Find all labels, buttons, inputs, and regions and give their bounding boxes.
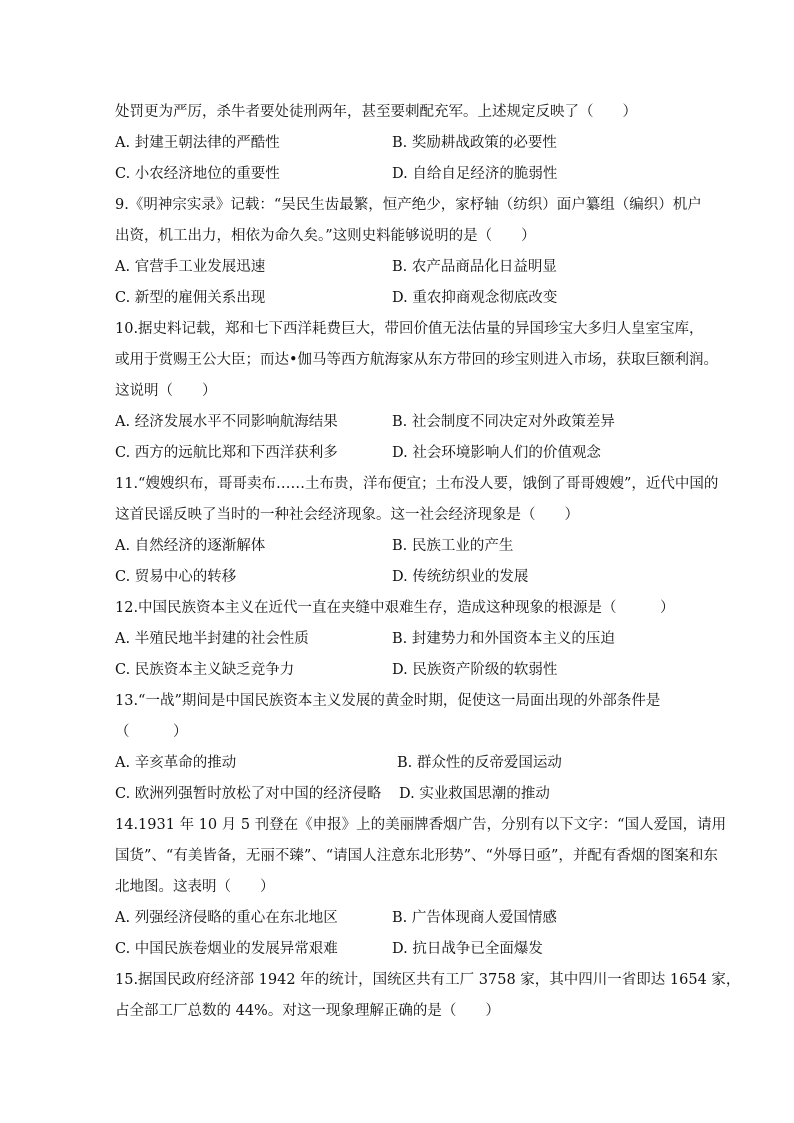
- option-b[interactable]: B. 封建势力和外国资本主义的压迫: [392, 631, 615, 647]
- question-14-stem-line-2: 国货”、“有美皆备，无丽不臻”、“请国人注意东北形势”、“外辱日亟”，并配有香烟的图案和东: [115, 848, 718, 864]
- option-c[interactable]: C. 小农经济地位的重要性: [115, 166, 280, 182]
- question-11-options-row-1: [115, 531, 685, 562]
- question-8-stem-tail: 处罚更为严厉，杀牛者要处徒刑两年，甚至要刺配充军。上述规定反映了（ ）: [115, 104, 637, 120]
- question-10-stem-line-2: 或用于赏赐王公大臣；而达•伽马等西方航海家从东方带回的珍宝则进入市场，获取巨额利润。: [115, 352, 719, 368]
- option-a[interactable]: A. 官营手工业发展迅速: [115, 259, 266, 275]
- option-a[interactable]: A. 半殖民地半封建的社会性质: [115, 631, 309, 647]
- question-12-options-row-2: [115, 655, 685, 686]
- question-13-stem-line-2: （ ）: [115, 724, 188, 740]
- question-9-stem-line-2: 出资，机工出力，相依为命久矣。”这则史料能够说明的是（ ）: [115, 228, 536, 244]
- question-9-stem-line-1: 9.《明神宗实录》记载：“吴民生齿最繁，恒产绝少，家杼轴（纺织）面户纂组（编织）机户: [115, 197, 702, 213]
- option-a[interactable]: A. 辛亥革命的推动: [115, 755, 237, 771]
- option-a[interactable]: A. 封建王朝法律的严酷性: [115, 135, 280, 151]
- question-9-options-row-2: [115, 283, 685, 314]
- option-c[interactable]: C. 贸易中心的转移: [115, 569, 237, 585]
- option-a[interactable]: A. 经济发展水平不同影响航海结果: [115, 414, 338, 430]
- option-c[interactable]: C. 西方的远航比郑和下西洋获利多: [115, 445, 338, 461]
- question-8-options-row-2: [115, 159, 685, 190]
- question-12-options-row-1: [115, 624, 685, 655]
- question-13-options-row-1: [115, 748, 685, 779]
- option-b[interactable]: B. 群众性的反帝爱国运动: [397, 755, 562, 771]
- option-b[interactable]: B. 奖励耕战政策的必要性: [392, 135, 557, 151]
- option-b[interactable]: B. 社会制度不同决定对外政策差异: [392, 414, 615, 430]
- option-d[interactable]: D. 传统纺织业的发展: [392, 569, 529, 585]
- option-c[interactable]: C. 欧洲列强暂时放松了对中国的经济侵略: [115, 786, 382, 802]
- question-list: [115, 97, 741, 1027]
- question-11-stem-line-2: 这首民谣反映了当时的一种社会经济现象。这一社会经济现象是（ ）: [115, 507, 579, 523]
- question-14-stem-line-3: 北地图。这表明（ ）: [115, 879, 275, 895]
- question-10-options-row-2: [115, 438, 685, 469]
- question-8-options-row-1: [115, 128, 685, 159]
- question-10-options-row-1: [115, 407, 685, 438]
- option-d[interactable]: D. 抗日战争已全面爆发: [392, 941, 543, 957]
- option-d[interactable]: D. 重农抑商观念彻底改变: [392, 290, 558, 306]
- option-c[interactable]: C. 中国民族卷烟业的发展异常艰难: [115, 941, 338, 957]
- question-13-stem-line-1: 13.“一战”期间是中国民族资本主义发展的黄金时期，促使这一局面出现的外部条件是: [115, 693, 661, 709]
- option-d[interactable]: D. 民族资产阶级的软弱性: [392, 662, 558, 678]
- question-10-stem-line-3: 这说明（ ）: [115, 383, 217, 399]
- question-10-stem-line-1: 10.据史料记载，郑和七下西洋耗费巨大，带回价值无法估量的异国珍宝大多归人皇室宝库，: [115, 321, 704, 337]
- option-b[interactable]: B. 农产品商品化日益明显: [392, 259, 557, 275]
- option-a[interactable]: A. 自然经济的逐渐解体: [115, 538, 266, 554]
- option-c[interactable]: C. 民族资本主义缺乏竞争力: [115, 662, 295, 678]
- question-14-options-row-1: [115, 903, 685, 934]
- option-b[interactable]: B. 广告体现商人爱国情感: [392, 910, 557, 926]
- question-11-options-row-2: [115, 562, 685, 593]
- option-d[interactable]: D. 实业救国思潮的推动: [399, 786, 550, 802]
- option-d[interactable]: D. 社会环境影响人们的价值观念: [392, 445, 601, 461]
- question-12-stem-line-1: 12.中国民族资本主义在近代一直在夹缝中艰难生存，造成这种现象的根源是（ ）: [115, 600, 675, 616]
- question-11-stem-line-1: 11.“嫂嫂织布，哥哥卖布……土布贵，洋布便宜；土布没人要，饿倒了哥哥嫂嫂”，近代中国的: [115, 476, 719, 492]
- option-d[interactable]: D. 自给自足经济的脆弱性: [392, 166, 558, 182]
- question-14-options-row-2: [115, 934, 685, 965]
- option-a[interactable]: A. 列强经济侵略的重心在东北地区: [115, 910, 338, 926]
- option-b[interactable]: B. 民族工业的产生: [392, 538, 514, 554]
- question-13-options-row-2: [115, 779, 685, 810]
- question-15-stem-line-1: 15.据国民政府经济部 1942 年的统计，国统区共有工厂 3758 家，其中四川一省即达 1654 家，: [115, 972, 741, 988]
- question-15-stem-line-2: 占全部工厂总数的 44%。对这一现象理解正确的是（ ）: [115, 1003, 500, 1019]
- question-14-stem-line-1: 14.1931 年 10 月 5 刊登在《申报》上的美丽牌香烟广告，分别有以下文字：“国人爱国，请用: [115, 817, 727, 833]
- option-c[interactable]: C. 新型的雇佣关系出现: [115, 290, 266, 306]
- question-9-options-row-1: [115, 252, 685, 283]
